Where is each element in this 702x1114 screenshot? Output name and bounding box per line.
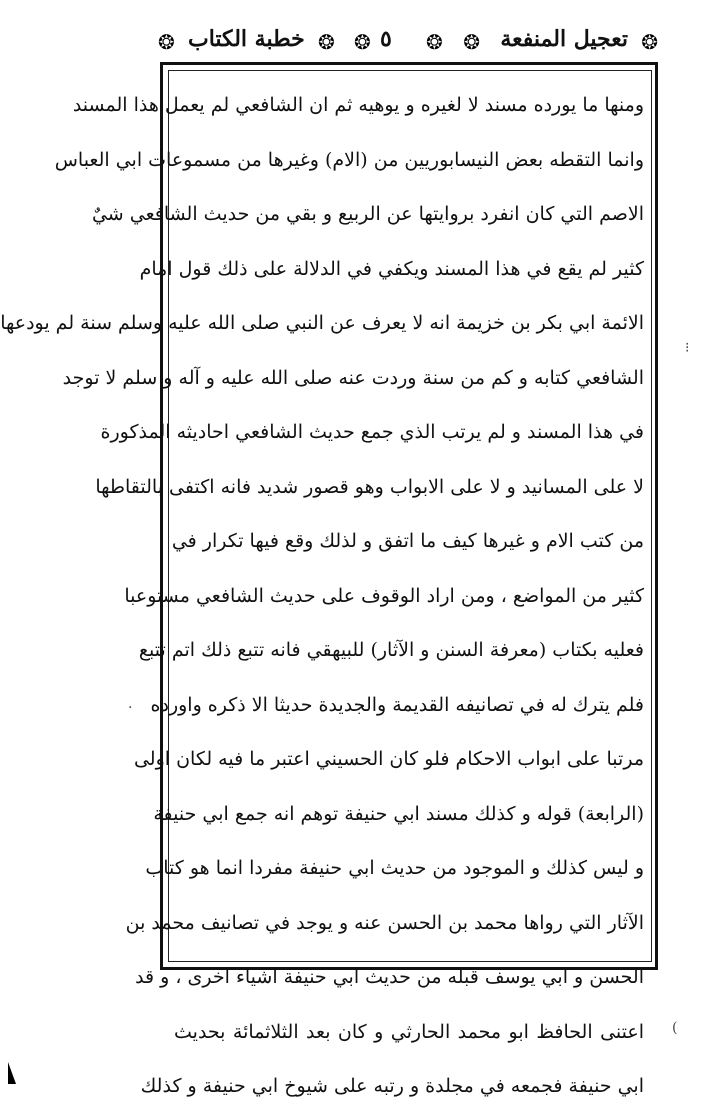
page-number: ٥ bbox=[380, 26, 392, 52]
margin-mark: ( bbox=[672, 1020, 678, 1036]
text-line: الآثار التي رواها محمد بن الحسن عنه و يوجد في تصانيف محمد بن bbox=[125, 911, 644, 934]
text-line: كثير من المواضع ، ومن اراد الوقوف على حديث الشافعي مستوعبا bbox=[124, 584, 644, 607]
text-line: لا على المسانيد و لا على الابواب وهو قصور شديد فانه اكتفى بالتقاطها bbox=[95, 475, 644, 498]
text-line: الاصم التي كان انفرد بروايتها عن الربيع و بقي من حديث الشافعي شيٌ bbox=[91, 203, 644, 225]
running-title-book: تعجيل المنفعة bbox=[500, 26, 628, 52]
page-header bbox=[158, 18, 658, 64]
text-line: فعليه بكتاب (معرفة السنن و الآثار) للبيهقي فانه تتبع ذلك اتم تتبع bbox=[138, 639, 644, 661]
body-text bbox=[0, 78, 644, 1114]
text-line: مرتبا على ابواب الاحكام فلو كان الحسيني اعتبر ما فيه لكان اولى bbox=[133, 748, 644, 770]
corner-mark bbox=[8, 1062, 16, 1084]
text-line: ابي حنيفة فجمعه في مجلدة و رتبه على شيوخ ابي حنيفة و كذلك bbox=[140, 1075, 644, 1097]
text-line: من كتب الام و غيرها كيف ما اتفق و لذلك وقع فيها تكرار في bbox=[171, 530, 644, 552]
ornament-icon: ❂ bbox=[641, 30, 658, 54]
text-line: اعتنى الحافظ ابو محمد الحارثي و كان بعد الثلاثمائة بحديث bbox=[174, 1020, 644, 1043]
text-line: ومنها ما يورده مسند لا لغيره و يوهيه ثم ان الشافعي لم يعمل هذا المسند bbox=[72, 94, 644, 116]
ornament-icon: ❂ bbox=[318, 30, 335, 54]
text-line: الشافعي كتابه و كم من سنة وردت عنه صلى الله عليه و آله و سلم لا توجد bbox=[62, 366, 644, 389]
margin-mark: ⁝ bbox=[685, 340, 690, 356]
ornament-icon: ❂ bbox=[158, 30, 175, 54]
text-line: وانما التقطه بعض النيسابوريين من (الام) وغيرها من مسموعات ابي العباس bbox=[54, 148, 644, 171]
running-title-section: خطبة الكتاب bbox=[188, 26, 305, 52]
text-line: الحسن و ابي يوسف قبله من حديث ابي حنيفة اشياء اخرى ، و قد bbox=[135, 966, 644, 988]
text-line: و ليس كذلك و الموجود من حديث ابي حنيفة مفردا انما هو كتاب bbox=[145, 857, 644, 879]
margin-mark: · bbox=[128, 700, 133, 716]
text-line: في هذا المسند و لم يرتب الذي جمع حديث الشافعي احاديثه المذكورة bbox=[100, 421, 644, 443]
text-line: (الرابعة) قوله و كذلك مسند ابي حنيفة توهم انه جمع ابي حنيفة bbox=[153, 802, 644, 825]
ornament-icon: ❂ bbox=[354, 30, 371, 54]
text-line: الائمة ابي بكر بن خزيمة انه لا يعرف عن النبي صلى الله عليه وسلم سنة لم يودعها bbox=[0, 312, 644, 334]
ornament-icon: ❂ bbox=[426, 30, 443, 54]
text-line: فلم يترك له في تصانيفه القديمة والجديدة حديثا الا ذكره واورده bbox=[150, 693, 644, 716]
text-line: كثير لم يقع في هذا المسند ويكفي في الدلالة على ذلك قول امام bbox=[139, 257, 644, 280]
ornament-icon: ❂ bbox=[463, 30, 480, 54]
